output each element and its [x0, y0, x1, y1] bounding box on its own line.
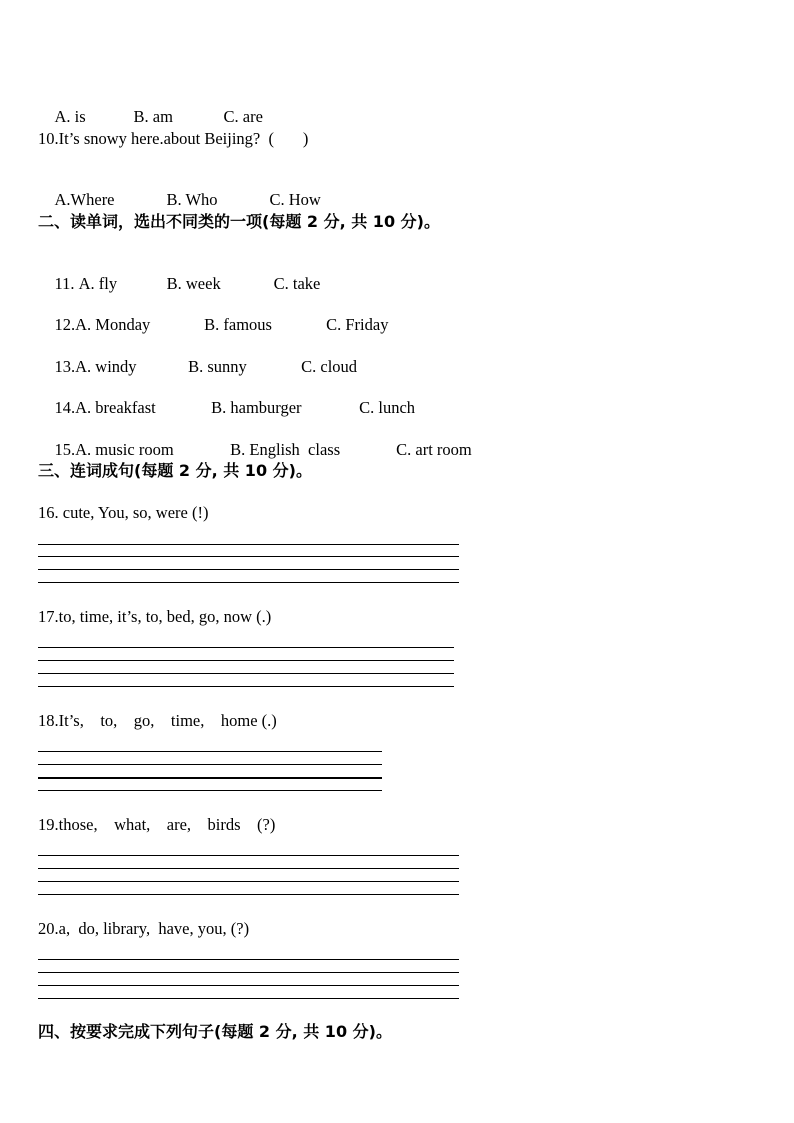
q15-option-a: A. music room	[75, 440, 174, 459]
q9-option-c: C. are	[223, 107, 263, 126]
q10-option-c: C. How	[269, 190, 321, 209]
section-2-title: 二、读单词，选出不同类的一项(每题 2 分, 共 10 分)。	[38, 212, 440, 231]
answer-line	[38, 881, 459, 882]
q10-stem: 10.It’s snowy here.about Beijing? ( )	[38, 129, 309, 148]
worksheet-page	[38, 0, 758, 1123]
q14-option-c: C. lunch	[359, 398, 416, 417]
answer-line	[38, 544, 459, 545]
q11-option-c: C. take	[273, 274, 321, 293]
q12-option-c: C. Friday	[326, 315, 389, 334]
q16-prompt: 16. cute, You, so, were (!)	[38, 503, 209, 522]
answer-line	[38, 998, 459, 999]
answer-line	[38, 582, 459, 583]
q14-option-a: A. breakfast	[75, 398, 156, 417]
q13-option-b: B. sunny	[188, 357, 247, 376]
q14-option-b: B. hamburger	[211, 398, 302, 417]
q11-option-b: B. week	[166, 274, 221, 293]
q14-number: 14.	[54, 398, 76, 417]
answer-line	[38, 764, 382, 765]
answer-line	[38, 985, 459, 986]
q13-number: 13.	[54, 357, 76, 376]
answer-line	[38, 751, 382, 752]
q12-number: 12.	[54, 315, 76, 334]
q15-number: 15.	[54, 440, 76, 459]
q18-prompt: 18.It’s, to, go, time, home (.)	[38, 711, 277, 730]
q9-option-a: A. is	[54, 107, 86, 126]
answer-line	[38, 777, 382, 779]
answer-line	[38, 790, 382, 791]
answer-line	[38, 959, 459, 960]
answer-line	[38, 569, 459, 570]
answer-line	[38, 855, 459, 856]
q11-option-a: A. fly	[78, 274, 118, 293]
answer-line	[38, 894, 459, 895]
q15-option-c: C. art room	[396, 440, 472, 459]
q9-option-b: B. am	[133, 107, 173, 126]
q13-option-c: C. cloud	[301, 357, 358, 376]
q12-option-b: B. famous	[204, 315, 272, 334]
answer-line	[38, 556, 459, 557]
q19-prompt: 19.those, what, are, birds (?)	[38, 815, 276, 834]
answer-line	[38, 686, 454, 687]
q13-option-a: A. windy	[75, 357, 137, 376]
q10-option-a: A.Where	[54, 190, 115, 209]
q11-number: 11.	[54, 274, 79, 293]
section-3-title: 三、连词成句(每题 2 分, 共 10 分)。	[38, 461, 312, 480]
q17-prompt: 17.to, time, it’s, to, bed, go, now (.)	[38, 607, 272, 626]
answer-line	[38, 647, 454, 648]
answer-line	[38, 972, 459, 973]
q20-prompt: 20.a, do, library, have, you, (?)	[38, 919, 250, 938]
q10-option-b: B. Who	[166, 190, 218, 209]
answer-line	[38, 660, 454, 661]
q15-option-b: B. English class	[230, 440, 341, 459]
section-4-title: 四、按要求完成下列句子(每题 2 分, 共 10 分)。	[38, 1022, 392, 1041]
answer-line	[38, 673, 454, 674]
answer-line	[38, 868, 459, 869]
q12-option-a: A. Monday	[75, 315, 151, 334]
